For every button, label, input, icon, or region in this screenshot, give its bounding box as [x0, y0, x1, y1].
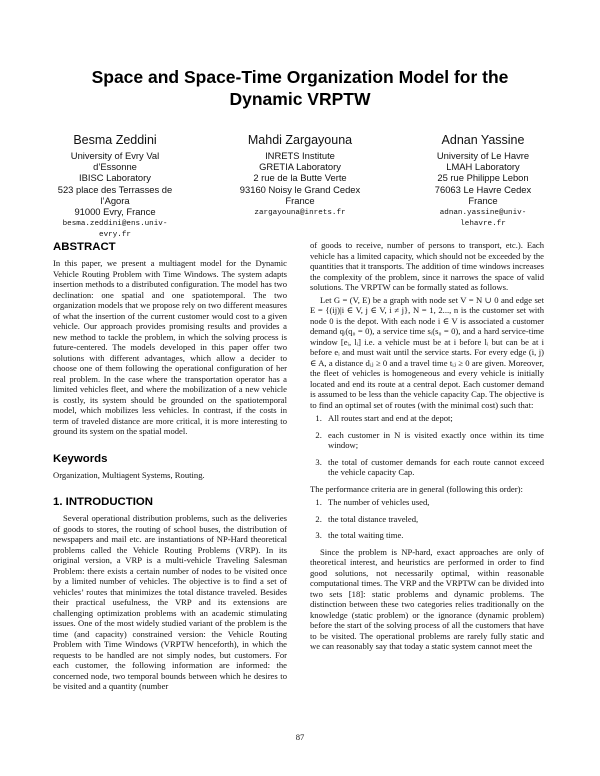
introduction-text: Several operational distribution problems, such as the deliveries of goods to stores, the routing of school buses, the distribution of newspapers and mail etc. are instantiations of NP-Hard theoretical problems called the Vehicle Routing Problems (VRP). In its original version, a VRP is a multi-vehicle Traveling Salesman Problem: there exists a certain number of nodes to be visited once by a limited number of vehicles. The objective is to find a set of vehicles’ routes that minimizes the total distance traveled. Besides their practical usefulness, the VRP and its extensions are challenging optimization problems with an academic stimulating issues. One of the most widely studied variant of the problem is the time (and capacity) constrained version: the Vehicle Routing Problem with Time Windows (VRPTW henceforth), in which the requests to be handled are not simply nodes, but customers. For each customer, the following information are informed: the concerned node, two temporal bounds between which he desires to be visited and a quantity (number [53, 513, 287, 691]
affiliation-line: France [468, 194, 498, 206]
affiliation-line: 76063 Le Havre Cedex [434, 183, 532, 195]
abstract-text: In this paper, we present a multiagent model for the Dynamic Vehicle Routing Problem with Time Windows. The system adapts insertion methods to a distributed configuration. The model has two declination: one spatial and one spatiotemporal. The two organization models that we propose rely on two different measures of what the insertion of the current customer would cost to a given vehicle. Our approach provides promising results and provides a new method to tackle the problem, in which the solving process is future-centered. The models developed in this paper offer two solutions with different advantages, which allow a decider to choose one of them following the operational configuration of her real problem. In the case where the transportation operator has a limited vehicles fleet, and where the mobilization of a new vehicle is costly, its system should be grounded on the spatiotemporal model, which mobilizes less vehicles. In contrast, if the costs in term of traveled distance are more critical, it is more interesting to ground its system on the spatial model. [53, 258, 287, 436]
list-item: 3. the total waiting time. [324, 530, 544, 541]
vrptw-intro-text: of goods to receive, number of persons to transport, etc.). Each vehicle has a limited capacity, which should not be exceeded by the quantities that it transports. The addition of time windows increases the complexity of the problem, since it narrows the space of valid solutions. The VRPTW can be formally stated as follows. [310, 240, 544, 292]
affiliation-line: 25 rue Philippe Lebon [437, 172, 529, 184]
list-item: 2. each customer in N is visited exactly once within its time window; [324, 430, 544, 451]
paper-title [40, 66, 560, 110]
abstract-heading: ABSTRACT [53, 241, 116, 253]
author-1 [30, 132, 200, 241]
criteria-list [310, 497, 544, 541]
left-column [53, 240, 287, 694]
affiliation-line: LMAH Laboratory [446, 161, 520, 173]
author-name: Besma Zeddini [73, 133, 157, 147]
author-name: Adnan Yassine [441, 133, 525, 147]
affiliation-line: INRETS Institute [265, 150, 335, 161]
affiliation-line: University of Evry Val [70, 150, 160, 161]
list-item: 1. All routes start and end at the depot; [324, 413, 544, 424]
affiliation-line: 523 place des Terrasses de [57, 183, 173, 195]
vrptw-definition-text: Let G = (V, E) be a graph with node set V = N ∪ 0 and edge set E = {(ij)|i ∈ V, j ∈ V, i ≠ j}, N = 1, 2..., n is the customer set with node 0 is the depot. With each node i ∈ V is associated a customer demand qᵢ(q₀ = 0), a service time sᵢ(s₀ = 0), and a hard service-time window [eᵢ, lᵢ] i.e. a vehicle must be at i before lᵢ but can be at i before eᵢ and must wait until the service starts. For every edge (i, j) ∈ A, a distance dᵢⱼ ≥ 0 and a travel time tᵢⱼ ≥ 0 are given. Moreover, the fleet of vehicles is homogeneous and every vehicle is initially located and end its route at a central depot. Each customer demand is assumed to be less than the vehicle capacity Cap. The objective is to find an optimal set of routes (with the minimal cost) such that: [310, 294, 544, 410]
constraints-list [310, 413, 544, 478]
author-email: besma.zeddini@ens.univ- [62, 220, 168, 229]
list-item: 3. the total of customer demands for each route cannot exceed the vehicle capacity Cap. [324, 457, 544, 478]
list-item: 2. the total distance traveled, [324, 514, 544, 525]
affiliation-line: l’Agora [100, 194, 130, 206]
criteria-intro-text: The performance criteria are in general (following this order): [310, 483, 523, 494]
title-line-2: Dynamic VRPTW [229, 89, 371, 109]
affiliation-line: France [285, 194, 315, 206]
keywords-text: Organization, Multiagent Systems, Routing. [53, 469, 205, 480]
author-2 [215, 132, 385, 219]
affiliation-line: 91000 Evry, France [74, 206, 156, 218]
author-email: lehavre.fr [460, 220, 506, 229]
author-email: zargayouna@inrets.fr [254, 209, 346, 218]
affiliation-line: 93160 Noisy le Grand Cedex [239, 183, 361, 195]
page-number: 87 [295, 732, 305, 742]
affiliation-line: University of Le Havre [436, 150, 530, 161]
problem-classes-text: Since the problem is NP-hard, exact approaches are only of theoretical interest, and heuristics are performed in order to find good solutions, not necessarily optimal, within reasonable computational times. The VRP and the VRPTW can be divided into two sets [18]: static problems and dynamic problems. The distinction between these two categories relies traditionally on the knowledge (static problem) or the ignorance (dynamic problem) before the start of the solving process of all the customers that have to be visited. The operational problems are rarely fully static and we can reasonably say that today a static system cannot meet the [310, 546, 544, 651]
title-line-1: Space and Space-Time Organization Model for the [91, 67, 509, 87]
right-column [310, 240, 544, 654]
author-block [30, 132, 570, 242]
affiliation-line: IBISC Laboratory [79, 172, 151, 184]
affiliation-line: GRETIA Laboratory [259, 161, 341, 173]
author-email: evry.fr [99, 231, 131, 240]
introduction-heading: 1. INTRODUCTION [53, 496, 153, 508]
list-item: 1. The number of vehicles used, [324, 497, 544, 508]
affiliation-line: d’Essonne [93, 161, 137, 173]
author-name: Mahdi Zargayouna [247, 133, 353, 147]
affiliation-line: 2 rue de la Butte Verte [253, 172, 347, 184]
author-email: adnan.yassine@univ- [439, 209, 527, 218]
author-3 [398, 132, 568, 230]
keywords-heading: Keywords [53, 452, 108, 465]
